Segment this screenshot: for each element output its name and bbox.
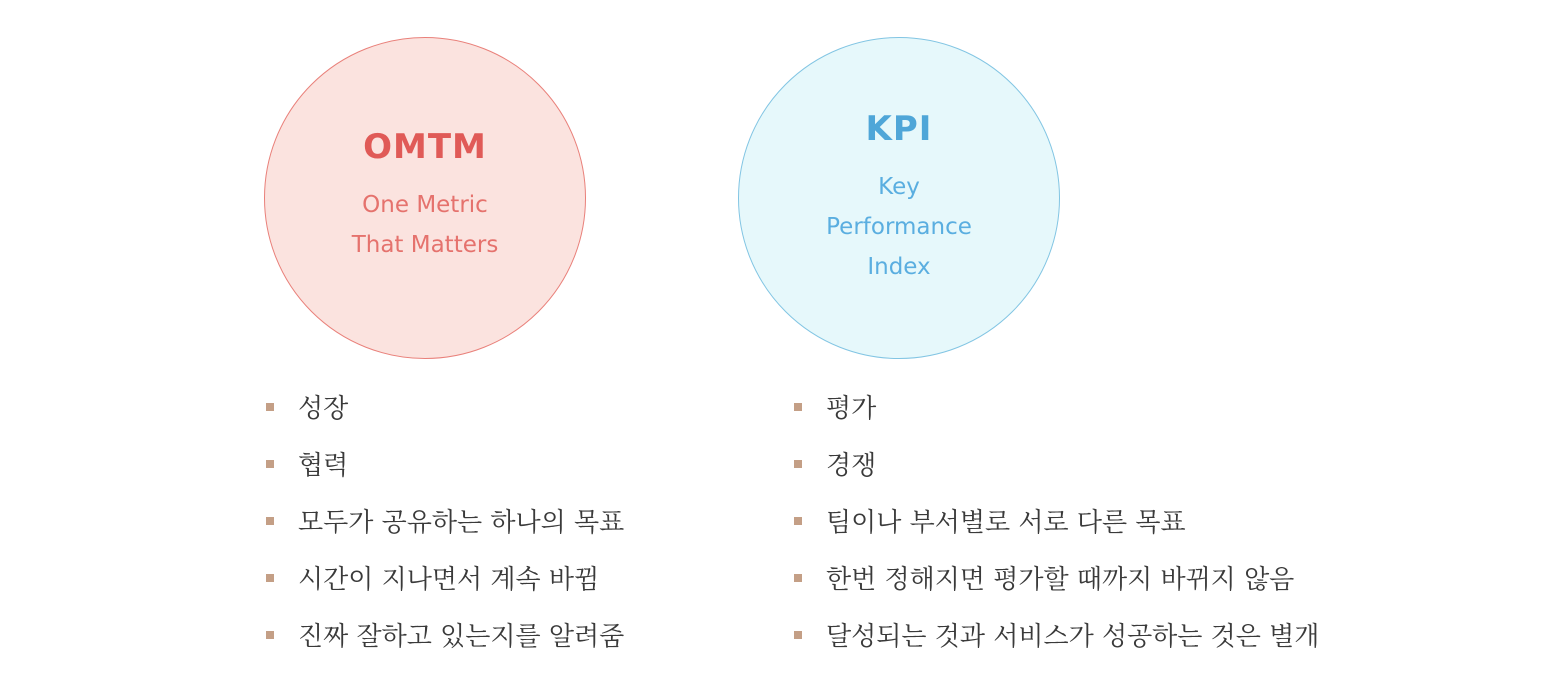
- omtm-bullet-list: [266, 378, 624, 663]
- kpi-item-label: 경쟁: [826, 451, 877, 481]
- square-bullet-icon: [794, 403, 802, 411]
- list-item: [794, 606, 1319, 663]
- square-bullet-icon: [266, 460, 274, 468]
- omtm-item-label: 시간이 지나면서 계속 바뀜: [298, 565, 600, 595]
- omtm-subtitle: [352, 185, 499, 265]
- kpi-item-label: 한번 정해지면 평가할 때까지 바뀌지 않음: [826, 565, 1295, 595]
- list-item: [794, 492, 1319, 549]
- square-bullet-icon: [266, 631, 274, 639]
- list-item: [794, 378, 1319, 435]
- omtm-subtitle-line-1: One Metric: [362, 192, 488, 218]
- omtm-item-label: 협력: [298, 451, 349, 481]
- square-bullet-icon: [266, 574, 274, 582]
- kpi-bullet-list: [794, 378, 1319, 663]
- kpi-subtitle-line-1: Key: [878, 174, 920, 200]
- kpi-circle: [738, 37, 1060, 359]
- kpi-item-label: 평가: [826, 394, 877, 424]
- omtm-title: OMTM: [363, 127, 487, 167]
- square-bullet-icon: [266, 517, 274, 525]
- list-item: [266, 606, 624, 663]
- kpi-subtitle-line-2: Performance: [826, 214, 972, 240]
- list-item: [266, 492, 624, 549]
- omtm-circle: [264, 37, 586, 359]
- list-item: [794, 549, 1319, 606]
- list-item: [794, 435, 1319, 492]
- square-bullet-icon: [794, 517, 802, 525]
- kpi-item-label: 달성되는 것과 서비스가 성공하는 것은 별개: [826, 622, 1320, 652]
- square-bullet-icon: [794, 631, 802, 639]
- omtm-item-label: 성장: [298, 394, 349, 424]
- kpi-title: KPI: [865, 109, 933, 149]
- omtm-item-label: 모두가 공유하는 하나의 목표: [298, 508, 625, 538]
- kpi-subtitle-line-3: Index: [867, 254, 931, 280]
- omtm-subtitle-line-2: That Matters: [351, 232, 499, 258]
- list-item: [266, 378, 624, 435]
- kpi-subtitle: [826, 167, 972, 287]
- square-bullet-icon: [266, 403, 274, 411]
- omtm-item-label: 진짜 잘하고 있는지를 알려줌: [298, 622, 625, 652]
- list-item: [266, 549, 624, 606]
- square-bullet-icon: [794, 574, 802, 582]
- square-bullet-icon: [794, 460, 802, 468]
- list-item: [266, 435, 624, 492]
- kpi-item-label: 팀이나 부서별로 서로 다른 목표: [826, 508, 1186, 538]
